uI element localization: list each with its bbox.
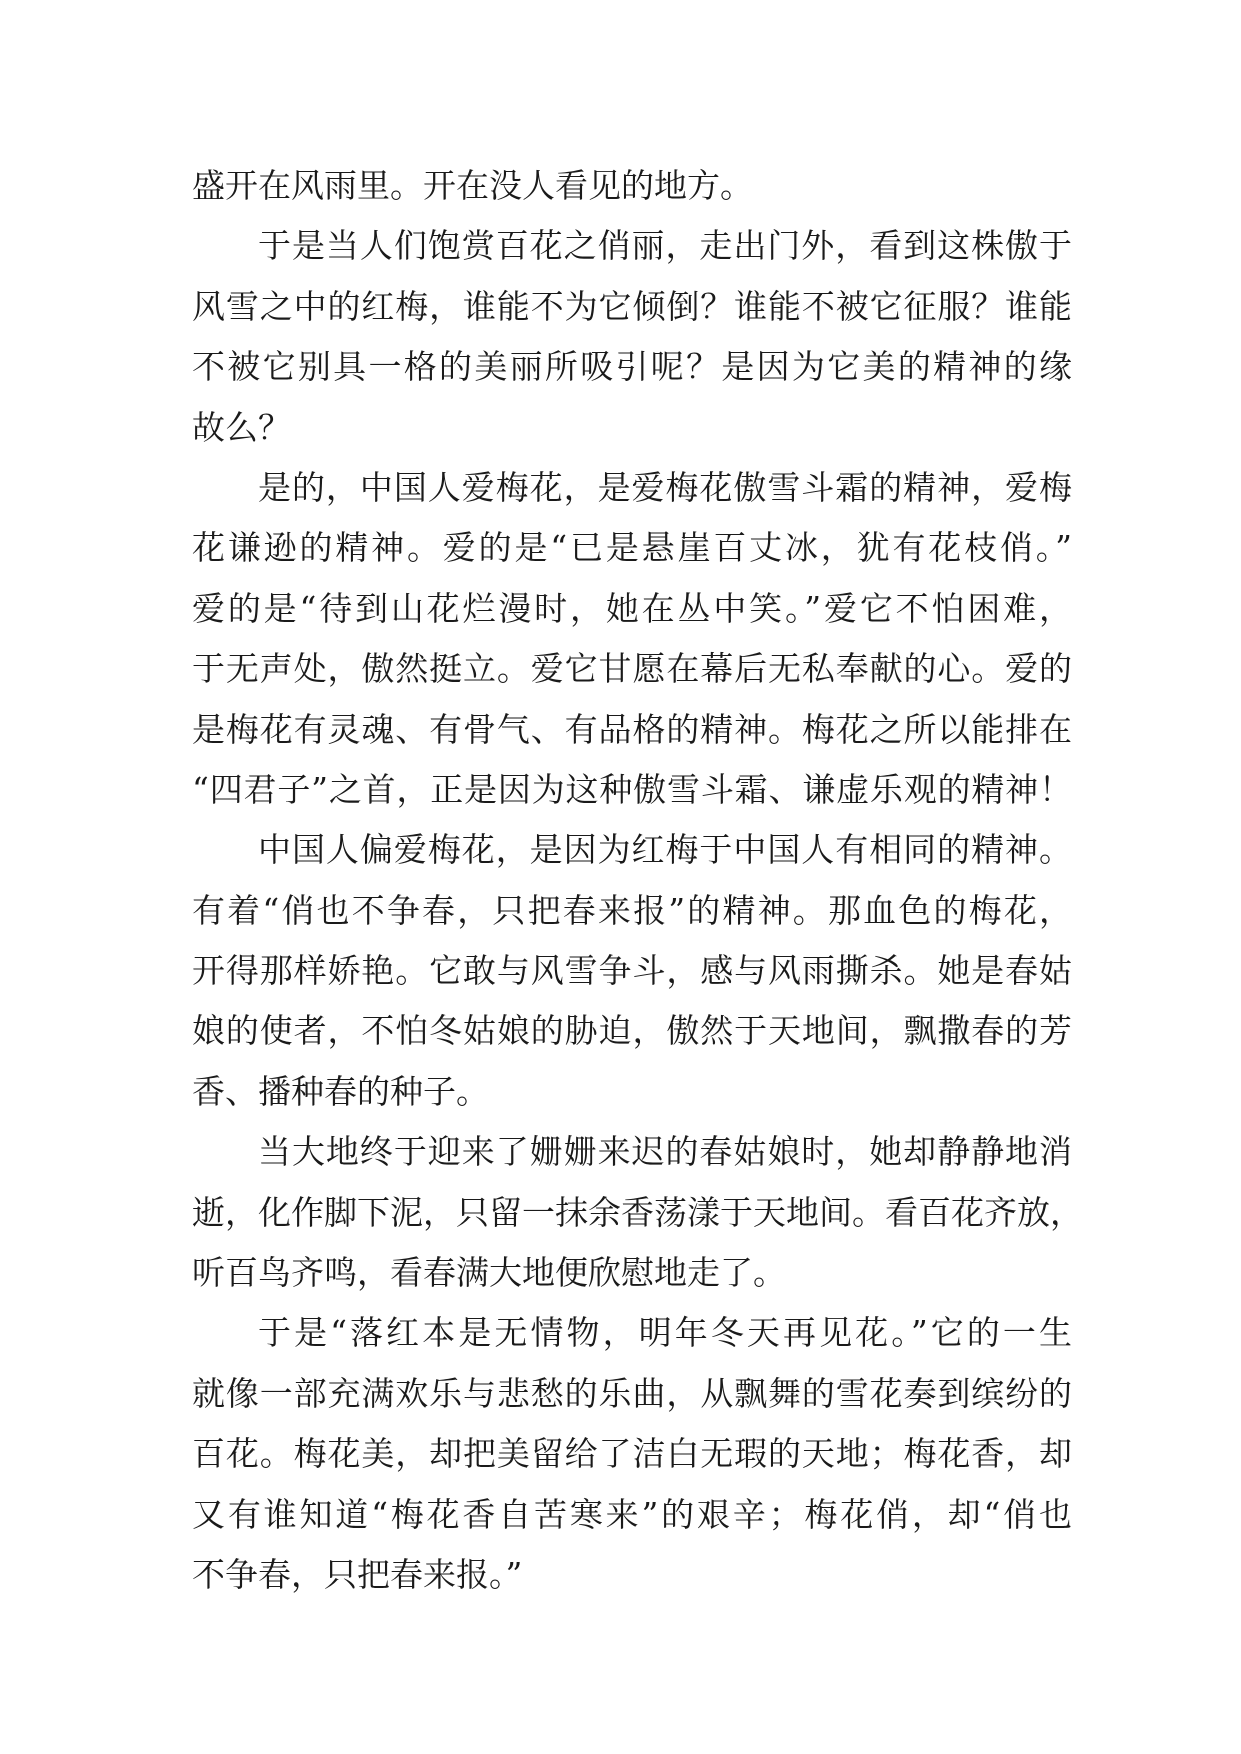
- text-line: 花谦逊的精神。爱的是“已是悬崖百丈冰，犹有花枝俏。”: [192, 528, 1072, 568]
- text-line: 有着“俏也不争春，只把春来报”的精神。那血色的梅花，: [192, 890, 1072, 930]
- text-line: 于无声处，傲然挺立。爱它甘愿在幕后无私奉献的心。爱的: [192, 649, 1072, 689]
- text-line: 是的，中国人爱梅花，是爱梅花傲雪斗霜的精神，爱梅: [258, 467, 1072, 507]
- text-line: 不争春，只把春来报。”: [192, 1554, 523, 1594]
- text-line: 逝，化作脚下泥，只留一抹余香荡漾于天地间。看百花齐放，: [192, 1192, 1083, 1232]
- text-line: 中国人偏爱梅花，是因为红梅于中国人有相同的精神。: [258, 830, 1072, 870]
- text-line: 爱的是“待到山花烂漫时，她在丛中笑。”爱它不怕困难，: [192, 588, 1072, 628]
- text-line: 就像一部充满欢乐与悲愁的乐曲，从飘舞的雪花奏到缤纷的: [192, 1373, 1072, 1413]
- text-line: 娘的使者，不怕冬姑娘的胁迫，傲然于天地间，飘撒春的芳: [192, 1011, 1072, 1051]
- text-line: 当大地终于迎来了姗姗来迟的春姑娘时，她却静静地消: [258, 1132, 1072, 1172]
- text-line: 是梅花有灵魂、有骨气、有品格的精神。梅花之所以能排在: [192, 709, 1072, 749]
- text-line: “四君子”之首，正是因为这种傲雪斗霜、谦虚乐观的精神！: [192, 769, 1072, 809]
- text-line: 于是“落红本是无情物，明年冬天再见花。”它的一生: [258, 1313, 1072, 1353]
- text-line: 香、播种春的种子。: [192, 1071, 489, 1111]
- text-line: 听百鸟齐鸣，看春满大地便欣慰地走了。: [192, 1253, 786, 1293]
- text-line: 风雪之中的红梅，谁能不为它倾倒？谁能不被它征服？谁能: [192, 286, 1072, 326]
- text-line: 故么？: [192, 407, 291, 447]
- text-line: 于是当人们饱赏百花之俏丽，走出门外，看到这株傲于: [258, 226, 1072, 266]
- text-line: 开得那样娇艳。它敢与风雪争斗，感与风雨撕杀。她是春姑: [192, 951, 1072, 991]
- text-line: 百花。梅花美，却把美留给了洁白无瑕的天地；梅花香，却: [192, 1434, 1072, 1474]
- body-text: [192, 156, 1083, 1605]
- text-line: 盛开在风雨里。开在没人看见的地方。: [192, 166, 753, 205]
- text-line: 不被它别具一格的美丽所吸引呢？是因为它美的精神的缘: [192, 347, 1072, 387]
- text-line: 又有谁知道“梅花香自苦寒来”的艰辛；梅花俏，却“俏也: [192, 1494, 1072, 1534]
